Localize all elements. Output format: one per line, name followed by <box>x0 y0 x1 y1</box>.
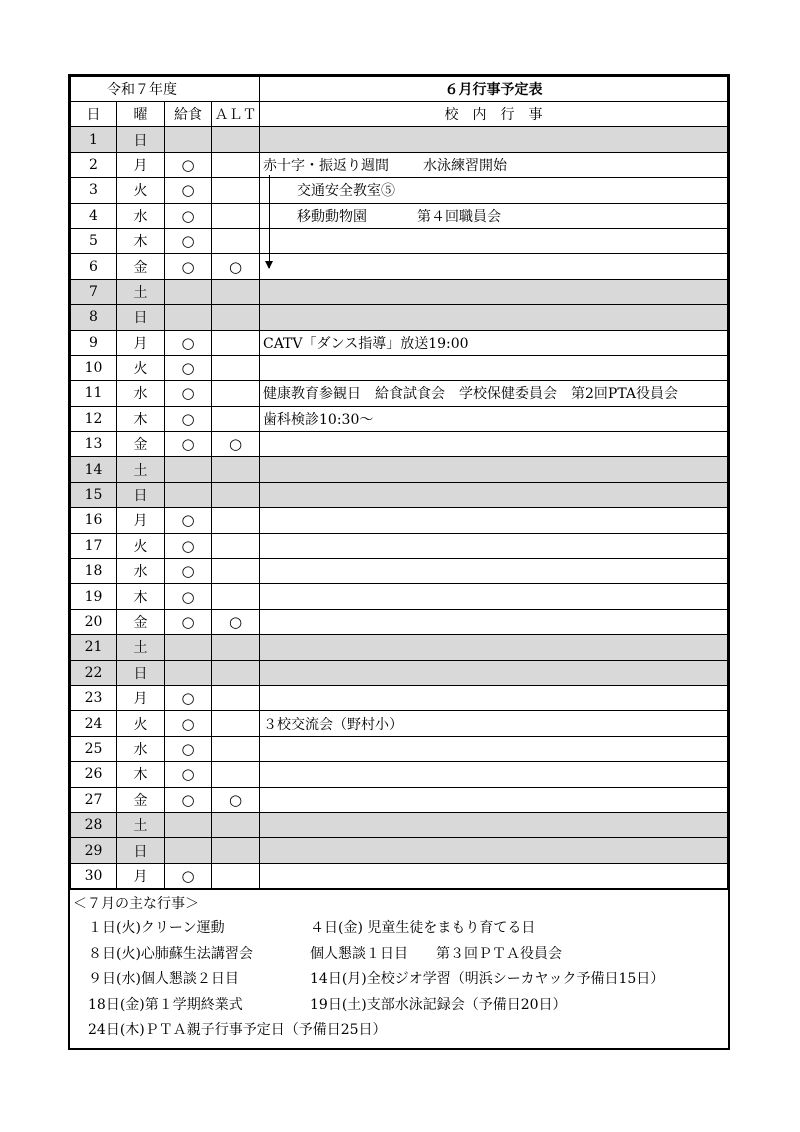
weekday-cell: 土 <box>117 457 165 482</box>
weekday-cell: 月 <box>117 508 165 533</box>
events-cell <box>260 228 728 253</box>
alt-cell <box>212 508 260 533</box>
weekday-cell: 火 <box>117 711 165 736</box>
lunch-cell: ○ <box>165 584 212 609</box>
lunch-cell: ○ <box>165 609 212 634</box>
lunch-cell <box>165 660 212 685</box>
schedule-table <box>70 76 728 889</box>
table-row <box>71 178 728 203</box>
events-cell <box>260 432 728 457</box>
lunch-cell: ○ <box>165 736 212 761</box>
alt-cell <box>212 355 260 380</box>
alt-cell <box>212 279 260 304</box>
alt-cell <box>212 559 260 584</box>
day-cell: 8 <box>71 305 117 330</box>
day-cell: 23 <box>71 685 117 710</box>
day-cell: 5 <box>71 228 117 253</box>
july-event-text: １日(火)クリーン運動 <box>88 920 225 937</box>
lunch-cell <box>165 812 212 837</box>
weekday-cell: 火 <box>117 355 165 380</box>
july-event-line <box>70 916 728 942</box>
table-row <box>71 457 728 482</box>
events-cell <box>260 863 728 888</box>
day-cell: 17 <box>71 533 117 558</box>
lunch-cell: ○ <box>165 559 212 584</box>
july-event-text: ４日(金) 児童生徒をまもり育てる日 <box>310 920 536 937</box>
event-text: ３校交流会（野村小） <box>263 716 403 733</box>
lunch-cell: ○ <box>165 863 212 888</box>
weekday-cell: 金 <box>117 432 165 457</box>
alt-cell: ○ <box>212 609 260 634</box>
alt-cell <box>212 330 260 355</box>
table-row <box>71 838 728 863</box>
lunch-cell: ○ <box>165 330 212 355</box>
july-event-line <box>70 993 728 1019</box>
lunch-cell: ○ <box>165 533 212 558</box>
alt-cell <box>212 127 260 152</box>
lunch-cell: ○ <box>165 432 212 457</box>
events-cell <box>260 457 728 482</box>
weekday-cell: 日 <box>117 838 165 863</box>
day-cell: 25 <box>71 736 117 761</box>
day-cell: 10 <box>71 355 117 380</box>
table-row <box>71 787 728 812</box>
weekday-cell: 土 <box>117 279 165 304</box>
alt-cell <box>212 736 260 761</box>
weekday-cell: 金 <box>117 609 165 634</box>
event-text: 水泳練習開始 <box>423 157 507 174</box>
weekday-cell: 月 <box>117 330 165 355</box>
event-text: 第４回職員会 <box>417 208 501 225</box>
events-cell <box>260 762 728 787</box>
july-events-title: ＜７月の主な行事＞ <box>73 896 199 913</box>
weekday-cell: 日 <box>117 660 165 685</box>
table-row <box>71 152 728 177</box>
july-event-line <box>70 967 728 993</box>
event-text: 赤十字・振返り週間 <box>263 157 389 174</box>
table-row <box>71 381 728 406</box>
events-cell <box>260 381 728 406</box>
alt-cell <box>212 635 260 660</box>
weekday-cell: 水 <box>117 559 165 584</box>
day-cell: 27 <box>71 787 117 812</box>
lunch-cell <box>165 305 212 330</box>
weekday-cell: 水 <box>117 736 165 761</box>
day-cell: 6 <box>71 254 117 279</box>
alt-cell <box>212 203 260 228</box>
events-cell <box>260 279 728 304</box>
events-cell <box>260 584 728 609</box>
col-lunch-header: 給食 <box>165 102 212 127</box>
weekday-cell: 土 <box>117 812 165 837</box>
weekday-cell: 水 <box>117 203 165 228</box>
july-event-line <box>70 942 728 968</box>
day-cell: 11 <box>71 381 117 406</box>
weekday-cell: 月 <box>117 685 165 710</box>
table-row <box>71 711 728 736</box>
day-cell: 13 <box>71 432 117 457</box>
events-cell <box>260 178 728 203</box>
lunch-cell: ○ <box>165 711 212 736</box>
table-row <box>71 279 728 304</box>
down-arrow-icon <box>269 175 270 268</box>
lunch-cell <box>165 457 212 482</box>
events-cell <box>260 812 728 837</box>
alt-cell <box>212 406 260 431</box>
alt-cell <box>212 482 260 507</box>
day-cell: 30 <box>71 863 117 888</box>
fiscal-year-label: 令和７年度 <box>71 77 260 102</box>
day-cell: 29 <box>71 838 117 863</box>
table-row <box>71 863 728 888</box>
july-event-text: 個人懇談１日目 第３回ＰＴＡ役員会 <box>310 945 562 962</box>
weekday-cell: 日 <box>117 305 165 330</box>
day-cell: 19 <box>71 584 117 609</box>
event-text: 健康教育参観日 給食試食会 学校保健委員会 第2回PTA役員会 <box>263 386 679 403</box>
lunch-cell: ○ <box>165 381 212 406</box>
event-text: 交通安全教室⑤ <box>297 183 395 200</box>
weekday-cell: 土 <box>117 635 165 660</box>
events-cell <box>260 406 728 431</box>
day-cell: 22 <box>71 660 117 685</box>
weekday-cell: 金 <box>117 787 165 812</box>
lunch-cell: ○ <box>165 406 212 431</box>
day-cell: 3 <box>71 178 117 203</box>
july-event-text: 18日(金)第１学期終業式 <box>88 996 243 1013</box>
weekday-cell: 木 <box>117 228 165 253</box>
table-row <box>71 432 728 457</box>
day-cell: 21 <box>71 635 117 660</box>
lunch-cell: ○ <box>165 508 212 533</box>
events-cell <box>260 482 728 507</box>
alt-cell <box>212 762 260 787</box>
schedule-sheet <box>68 74 730 1050</box>
table-row <box>71 533 728 558</box>
alt-cell <box>212 457 260 482</box>
alt-cell <box>212 812 260 837</box>
weekday-cell: 木 <box>117 406 165 431</box>
col-weekday-header: 曜 <box>117 102 165 127</box>
table-row <box>71 660 728 685</box>
table-row <box>71 355 728 380</box>
day-cell: 12 <box>71 406 117 431</box>
day-cell: 18 <box>71 559 117 584</box>
alt-cell <box>212 533 260 558</box>
alt-cell: ○ <box>212 254 260 279</box>
july-events-section <box>70 889 728 1048</box>
lunch-cell: ○ <box>165 685 212 710</box>
events-cell <box>260 711 728 736</box>
events-cell <box>260 660 728 685</box>
col-day-header: 日 <box>71 102 117 127</box>
table-row <box>71 736 728 761</box>
table-row <box>71 609 728 634</box>
events-cell <box>260 305 728 330</box>
events-cell <box>260 609 728 634</box>
weekday-cell: 日 <box>117 482 165 507</box>
table-row <box>71 559 728 584</box>
day-cell: 2 <box>71 152 117 177</box>
lunch-cell: ○ <box>165 762 212 787</box>
table-row <box>71 812 728 837</box>
events-cell <box>260 254 728 279</box>
alt-cell <box>212 381 260 406</box>
alt-cell: ○ <box>212 787 260 812</box>
lunch-cell: ○ <box>165 152 212 177</box>
events-cell <box>260 127 728 152</box>
event-text: 移動動物園 <box>297 208 367 225</box>
lunch-cell: ○ <box>165 254 212 279</box>
lunch-cell: ○ <box>165 203 212 228</box>
table-row <box>71 330 728 355</box>
events-cell <box>260 685 728 710</box>
day-cell: 28 <box>71 812 117 837</box>
july-event-text: 14日(月)全校ジオ学習（明浜シーカヤック予備日15日） <box>310 971 665 988</box>
weekday-cell: 水 <box>117 381 165 406</box>
alt-cell <box>212 711 260 736</box>
weekday-cell: 火 <box>117 533 165 558</box>
day-cell: 14 <box>71 457 117 482</box>
day-cell: 1 <box>71 127 117 152</box>
table-row <box>71 127 728 152</box>
col-alt-header: ＡＬＴ <box>212 102 260 127</box>
document-title: ６月行事予定表 <box>260 77 728 102</box>
alt-cell <box>212 152 260 177</box>
events-cell <box>260 152 728 177</box>
alt-cell <box>212 178 260 203</box>
table-row <box>71 305 728 330</box>
day-cell: 4 <box>71 203 117 228</box>
weekday-cell: 木 <box>117 584 165 609</box>
day-cell: 24 <box>71 711 117 736</box>
table-row <box>71 203 728 228</box>
table-row <box>71 584 728 609</box>
day-cell: 16 <box>71 508 117 533</box>
day-cell: 20 <box>71 609 117 634</box>
weekday-cell: 月 <box>117 863 165 888</box>
table-row <box>71 406 728 431</box>
lunch-cell: ○ <box>165 787 212 812</box>
events-cell <box>260 533 728 558</box>
weekday-cell: 金 <box>117 254 165 279</box>
july-event-text: 24日(木)ＰＴＡ親子行事予定日（予備日25日） <box>88 1022 387 1039</box>
lunch-cell: ○ <box>165 178 212 203</box>
events-cell <box>260 635 728 660</box>
weekday-cell: 木 <box>117 762 165 787</box>
events-cell <box>260 203 728 228</box>
alt-cell <box>212 228 260 253</box>
events-cell <box>260 838 728 863</box>
event-text: CATV「ダンス指導」放送19:00 <box>263 335 469 352</box>
alt-cell: ○ <box>212 432 260 457</box>
column-header-row <box>71 102 728 127</box>
weekday-cell: 月 <box>117 152 165 177</box>
day-cell: 15 <box>71 482 117 507</box>
events-cell <box>260 736 728 761</box>
lunch-cell: ○ <box>165 228 212 253</box>
lunch-cell <box>165 127 212 152</box>
alt-cell <box>212 838 260 863</box>
table-row <box>71 482 728 507</box>
july-event-line <box>70 1018 728 1044</box>
alt-cell <box>212 685 260 710</box>
july-event-text: ８日(火)心肺蘇生法講習会 <box>88 945 253 962</box>
lunch-cell <box>165 635 212 660</box>
events-cell <box>260 330 728 355</box>
events-cell <box>260 787 728 812</box>
weekday-cell: 日 <box>117 127 165 152</box>
table-row <box>71 254 728 279</box>
alt-cell <box>212 660 260 685</box>
july-event-text: ９日(水)個人懇談２日目 <box>88 971 239 988</box>
events-cell <box>260 508 728 533</box>
alt-cell <box>212 863 260 888</box>
day-cell: 7 <box>71 279 117 304</box>
alt-cell <box>212 305 260 330</box>
table-row <box>71 635 728 660</box>
table-row <box>71 508 728 533</box>
weekday-cell: 火 <box>117 178 165 203</box>
table-row <box>71 685 728 710</box>
lunch-cell <box>165 279 212 304</box>
events-cell <box>260 355 728 380</box>
alt-cell <box>212 584 260 609</box>
col-events-header: 校 内 行 事 <box>260 102 728 127</box>
lunch-cell <box>165 838 212 863</box>
table-row <box>71 228 728 253</box>
table-row <box>71 762 728 787</box>
lunch-cell <box>165 482 212 507</box>
events-cell <box>260 559 728 584</box>
day-cell: 9 <box>71 330 117 355</box>
day-cell: 26 <box>71 762 117 787</box>
lunch-cell: ○ <box>165 355 212 380</box>
event-text: 歯科検診10:30～ <box>263 411 374 428</box>
july-event-text: 19日(土)支部水泳記録会（予備日20日） <box>310 996 567 1013</box>
